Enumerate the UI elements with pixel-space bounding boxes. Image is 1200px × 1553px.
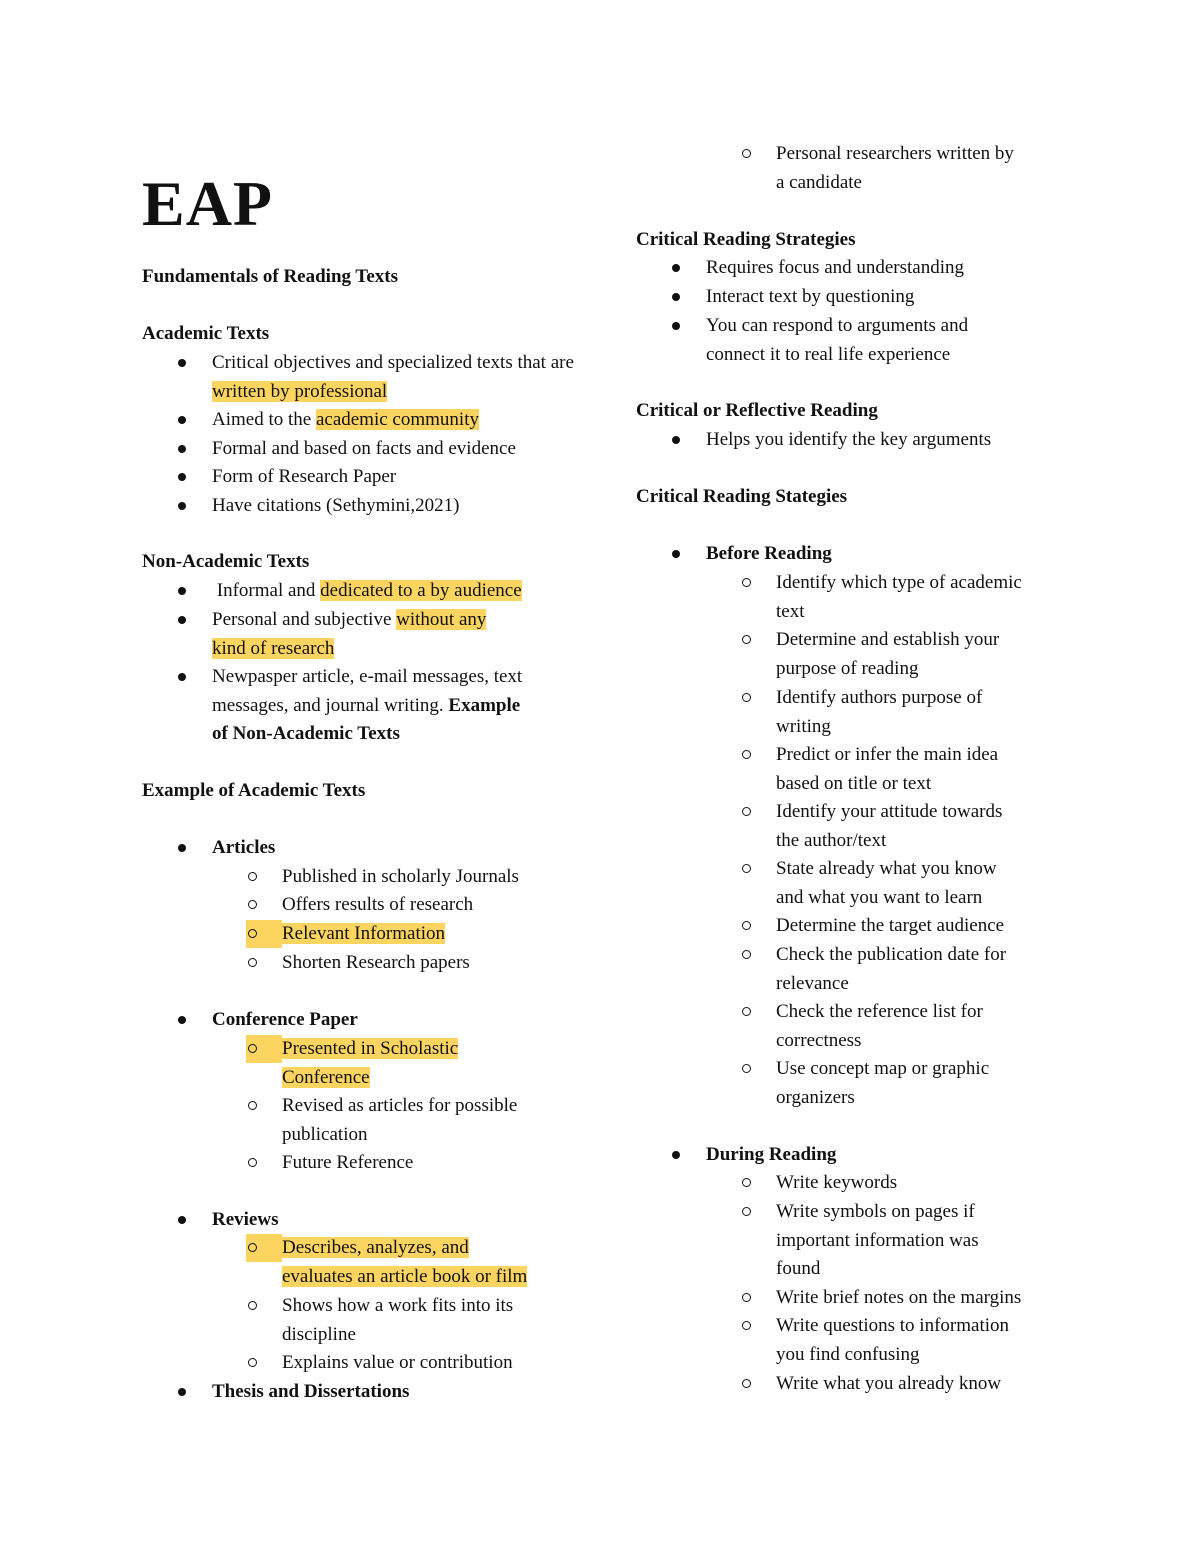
section-heading-critical-reading-stategies: Critical Reading Stategies (636, 486, 848, 507)
section-heading-non-academic: Non-Academic Texts (142, 551, 310, 572)
sub-list-item: Check the reference list for correctness (776, 1001, 983, 1051)
highlight: evaluates an article book or film (282, 1265, 528, 1287)
document-title: EAP (142, 168, 273, 239)
sub-list-item: Identify your attitude towards the author/text (776, 801, 1003, 851)
list-item-articles: Articles (212, 837, 276, 858)
sub-list-item: Revised as articles for possible publication (282, 1095, 518, 1145)
sub-list-item: Future Reference (282, 1152, 414, 1173)
list-item-during-reading: During Reading (706, 1144, 837, 1165)
highlight: academic community (315, 409, 479, 430)
highlight: Relevant Information (282, 923, 446, 944)
sub-list-item: Use concept map or graphic organizers (776, 1058, 990, 1108)
sub-list-item (282, 920, 445, 949)
list-item: Aimed to the academic community (212, 409, 479, 430)
sub-list-item: Explains value or contribution (282, 1352, 513, 1373)
list-item: Form of Research Paper (212, 466, 397, 487)
list-item: Critical objectives and specialized texts that are written by professional (212, 352, 574, 402)
list-item-before-reading: Before Reading (706, 543, 832, 564)
sub-list-item: Determine the target audience (776, 915, 1005, 936)
sub-list-item (282, 1035, 458, 1092)
sub-list-item: Personal researchers written by a candidate (776, 143, 1014, 193)
list-item: You can respond to arguments and connect it to real life experience (706, 315, 969, 365)
list-item-conference-paper: Conference Paper (212, 1009, 358, 1030)
list-item: Personal and subjective without any kind of research (212, 609, 487, 659)
sub-list-item: Write keywords (776, 1172, 898, 1193)
sub-list-item: Shorten Research papers (282, 952, 470, 973)
sub-list-item: Identify authors purpose of writing (776, 687, 983, 737)
sub-list-item: Write questions to information you find confusing (776, 1315, 1010, 1365)
sub-list-item: Offers results of research (282, 894, 474, 915)
list-item-reviews: Reviews (212, 1209, 279, 1230)
section-heading-critical-reflective: Critical or Reflective Reading (636, 400, 878, 421)
highlight: written by professional (212, 380, 388, 402)
sub-list-item (282, 1234, 527, 1291)
section-heading-examples: Example of Academic Texts (142, 780, 366, 801)
section-heading-academic-texts: Academic Texts (142, 323, 270, 344)
sub-list-item: Write what you already know (776, 1373, 1002, 1394)
highlight: kind of research (212, 637, 335, 659)
sub-list-item: Identify which type of academic text (776, 572, 1022, 622)
sub-list-item: State already what you know and what you want to learn (776, 858, 997, 908)
list-item: Interact text by questioning (706, 286, 915, 307)
sub-list-item: Published in scholarly Journals (282, 866, 519, 887)
list-item-thesis: Thesis and Dissertations (212, 1381, 410, 1402)
highlight: dedicated to a by audience (320, 580, 522, 601)
sub-list-item: Write brief notes on the margins (776, 1287, 1022, 1308)
sub-list-item: Predict or infer the main idea based on title or text (776, 744, 999, 794)
sub-list-item: Determine and establish your purpose of reading (776, 629, 1000, 679)
list-item: Have citations (Sethymini,2021) (212, 495, 460, 516)
highlight: without any (396, 609, 487, 630)
sub-list-item: Shows how a work fits into its discipline (282, 1295, 514, 1345)
list-item: Formal and based on facts and evidence (212, 438, 516, 459)
sub-list-item: Check the publication date for relevance (776, 944, 1007, 994)
section-heading-critical-reading-strategies: Critical Reading Strategies (636, 229, 856, 250)
list-item: Helps you identify the key arguments (706, 429, 992, 450)
highlight: Conference (282, 1066, 370, 1088)
list-item: Requires focus and understanding (706, 257, 965, 278)
highlight: Describes, analyzes, and (282, 1237, 469, 1258)
list-item: Newpasper article, e-mail messages, text messages, and journal writing. Example of Non-Academic Texts (212, 666, 523, 744)
highlight: Presented in Scholastic (282, 1038, 459, 1059)
section-heading-fundamentals: Fundamentals of Reading Texts (142, 266, 399, 287)
list-item: Informal and dedicated to a by audience (212, 580, 522, 601)
sub-list-item: Write symbols on pages if important information was found (776, 1201, 979, 1279)
